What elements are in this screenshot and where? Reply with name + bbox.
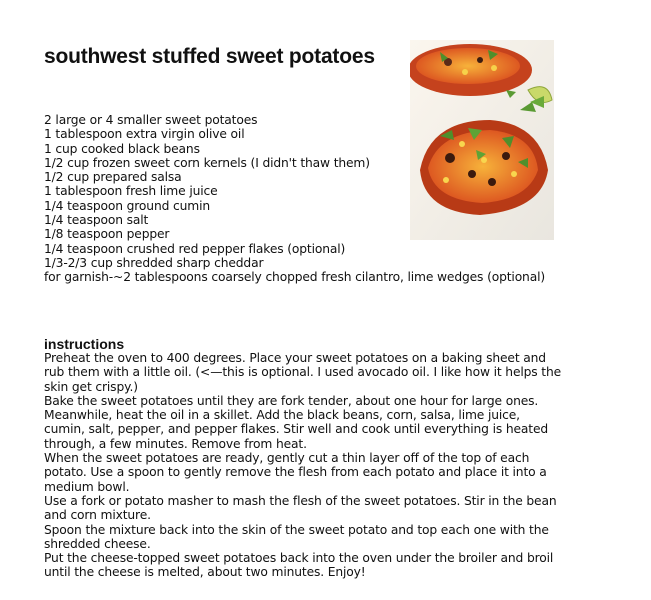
instruction-step: Bake the sweet potatoes until they are fork tender, about one hour for large ones. (44, 393, 539, 408)
instruction-step: Put the cheese-topped sweet potatoes back into the oven under the broiler and broil until the cheese is melted, about two minutes. Enjoy! (44, 551, 554, 580)
instruction-step: Meanwhile, heat the oil in a skillet. Add the black beans, corn, salsa, lime juice, cumin, salt, pepper, and pepper flakes. Stir well and cook until everything is heated through, a few minutes. Remove from heat. (44, 408, 549, 451)
instruction-step: Preheat the oven to 400 degrees. Place your sweet potatoes on a baking sheet and rub them with a little oil. (<—this is optional. I used avocado oil. I like how it helps the skin get crispy.) (44, 351, 562, 394)
ingredient-item: 1 tablespoon fresh lime juice (44, 184, 218, 199)
ingredient-item: 1/2 cup frozen sweet corn kernels (I didn't thaw them) (44, 155, 370, 170)
ingredient-item: 2 large or 4 smaller sweet potatoes (44, 113, 258, 127)
instruction-step: Spoon the mixture back into the skin of the sweet potato and top each one with the shredded cheese. (44, 522, 549, 551)
ingredient-item: 1/8 teaspoon pepper (44, 227, 170, 242)
ingredient-item: 1/2 cup prepared salsa (44, 170, 182, 185)
ingredient-item: for garnish-~2 tablespoons coarsely chopped fresh cilantro, lime wedges (optional) (44, 270, 546, 285)
instruction-step: When the sweet potatoes are ready, gently cut a thin layer off of the top of each potato. Use a spoon to gently remove the flesh from each potato and place it into a medium bowl. (44, 451, 547, 494)
instructions-heading: instructions (44, 336, 125, 352)
ingredient-item: 1/4 teaspoon crushed red pepper flakes (optional) (44, 241, 346, 256)
instruction-step: Use a fork or potato masher to mash the flesh of the sweet potatoes. Stir in the bean and corn mixture. (44, 493, 557, 523)
ingredient-item: 1 cup cooked black beans (44, 141, 200, 156)
ingredient-item: 1/4 teaspoon salt (44, 213, 149, 228)
ingredient-item: 1 tablespoon extra virgin olive oil (44, 127, 245, 142)
ingredient-item: 1/4 teaspoon ground cumin (44, 198, 210, 213)
ingredient-list (44, 113, 545, 285)
instruction-list (44, 351, 564, 580)
ingredient-item: 1/3-2/3 cup shredded sharp cheddar (44, 255, 264, 270)
recipe-title: southwest stuffed sweet potatoes (44, 45, 375, 68)
